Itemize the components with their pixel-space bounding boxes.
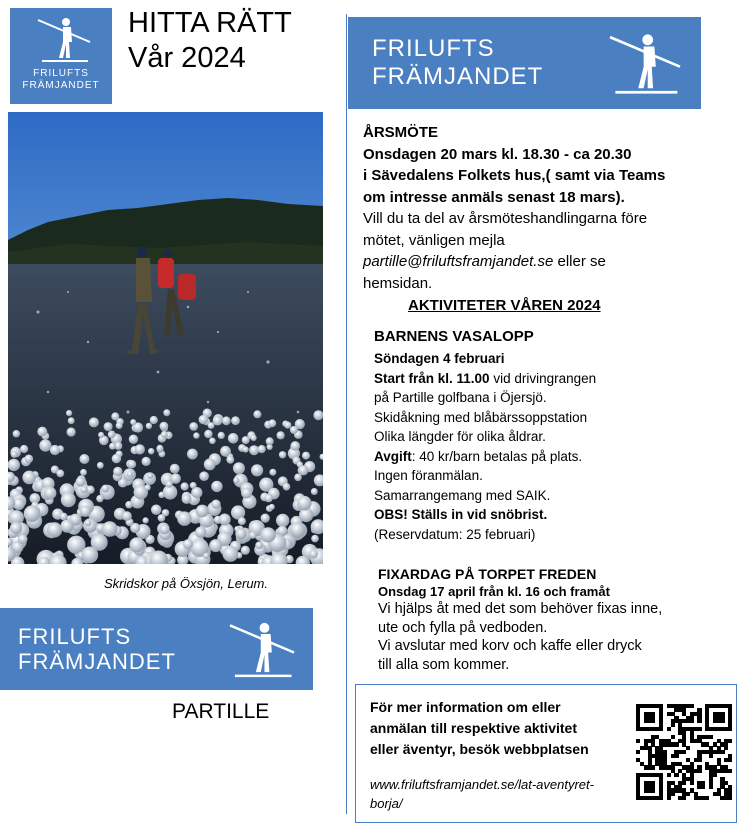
frost-flower [66, 410, 72, 416]
frost-flower [181, 482, 189, 490]
frost-flower [150, 416, 158, 424]
vasalopp-section [374, 349, 596, 544]
arsmote-section [363, 122, 665, 294]
vasalopp-fee-rest: : 40 kr/barn betalas på plats. [411, 448, 583, 464]
frost-flower [22, 471, 36, 485]
vasalopp-line7: Samarrangemang med SAIK. [374, 487, 551, 503]
frost-flower [18, 534, 28, 544]
frost-flower [25, 455, 34, 464]
frost-flower [195, 527, 206, 538]
qr-module [671, 735, 675, 739]
frost-flower [199, 471, 209, 481]
frost-flower [211, 481, 222, 492]
frost-flower [187, 449, 198, 460]
frost-flower [89, 417, 99, 427]
frost-flower [68, 417, 75, 424]
frost-flower [209, 539, 222, 552]
qr-module [651, 765, 655, 769]
frost-flower [39, 439, 51, 451]
frost-flower [111, 412, 119, 420]
frost-flower [109, 443, 116, 450]
frost-flower [265, 494, 273, 502]
frost-flower [196, 505, 209, 518]
logo-large-left [0, 608, 313, 690]
frost-flower [171, 473, 181, 483]
frost-flower [255, 541, 263, 549]
info-url-link[interactable] [370, 775, 594, 813]
qr-module [709, 754, 713, 758]
frost-flower [80, 506, 91, 517]
frost-flower [223, 546, 239, 562]
frost-flower [279, 451, 286, 458]
qr-module [728, 758, 732, 762]
frost-flower [130, 419, 136, 425]
frost-flower [199, 415, 208, 424]
frost-flower [266, 437, 274, 445]
frost-flower [261, 514, 270, 523]
fixardag-line2: ute och fylla på vedboden. [378, 619, 548, 636]
frost-flower [122, 511, 132, 521]
skier-icon [36, 14, 92, 66]
frost-flower [204, 459, 216, 471]
logo-line2: FRÄMJANDET [372, 62, 544, 90]
arsmote-line3: om intresse anmäls senast 18 mars). [363, 188, 625, 206]
frost-flower [163, 409, 170, 416]
qr-module [728, 739, 732, 743]
frost-flower [226, 456, 234, 464]
frost-flower [143, 517, 149, 523]
logo-line2: FRÄMJANDET [22, 79, 100, 91]
arsmote-line4: Vill du ta del av årsmöteshandlingarna före [363, 210, 648, 227]
frost-flower [253, 410, 261, 418]
frost-flower [79, 454, 89, 464]
frost-flower [284, 422, 291, 429]
frost-flower [97, 462, 104, 469]
frost-flower [277, 431, 285, 439]
qr-module [667, 796, 671, 800]
qr-module [636, 739, 640, 743]
frost-flower [290, 522, 305, 537]
frost-flower [129, 435, 138, 444]
qr-module [724, 746, 728, 750]
frost-flower [249, 532, 256, 539]
frost-flower [20, 445, 28, 453]
qr-module [674, 754, 678, 758]
frost-flower [249, 445, 259, 455]
page-title [128, 6, 292, 76]
frost-flower [47, 522, 62, 537]
arsmote-line2: i Sävedalens Folkets hus,( samt via Teams [363, 167, 666, 184]
frost-flower [142, 457, 151, 466]
frost-flower [290, 441, 300, 451]
skier-icon [226, 618, 298, 682]
frost-flower [129, 537, 144, 552]
frost-flower [76, 477, 86, 487]
qr-module [674, 773, 678, 777]
qr-module [690, 704, 694, 708]
frost-flower [220, 446, 231, 457]
frost-flower [61, 520, 74, 533]
skier-icon [606, 29, 684, 99]
frost-flower [156, 445, 163, 452]
vasalopp-obs: OBS! Ställs in vid snöbrist. [374, 507, 548, 522]
fixardag-section [378, 600, 662, 674]
arsmote-line5: mötet, vänligen mejla [363, 231, 505, 249]
frost-flower [145, 484, 151, 490]
frost-flower [231, 416, 240, 425]
vasalopp-date: Söndagen 4 februari [374, 351, 505, 366]
qr-module [705, 796, 709, 800]
frost-flower [80, 486, 87, 493]
vasalopp-fee-bold: Avgift [374, 448, 412, 464]
title-line2: Vår 2024 [128, 42, 246, 74]
vasalopp-line2: på Partille golfbana i Öjersjö. [374, 390, 547, 405]
qr-module [667, 773, 671, 777]
frost-flower [148, 448, 154, 454]
frost-flower [8, 459, 20, 471]
frost-flower [170, 464, 180, 474]
frost-flower [116, 422, 123, 429]
qr-module [709, 735, 713, 739]
frost-flower [60, 513, 68, 521]
frost-flower [190, 482, 197, 489]
info-line3: eller äventyr, besök webbplatsen [370, 741, 589, 757]
photo-caption: Skridskor på Öxsjön, Lerum. [103, 576, 268, 591]
frost-flower [177, 511, 191, 525]
frost-flower [251, 464, 263, 476]
frost-flower [183, 539, 193, 549]
fixardag-line4: till alla som kommer. [378, 656, 510, 673]
info-line2: anmälan till respektive aktivitet [370, 720, 577, 736]
qr-module [636, 750, 640, 754]
frost-flower [80, 469, 87, 476]
frost-flower [10, 522, 22, 534]
frost-flower [222, 416, 231, 425]
logo-line1: FRILUFTS [372, 35, 495, 62]
frost-flower [24, 505, 41, 522]
qr-module [709, 785, 713, 789]
column-divider [346, 14, 347, 814]
fixardag-line1: Vi hjälps åt med det som behöver fixas inne, [378, 601, 663, 617]
vasalopp-line4: Olika längder för olika åldrar. [374, 429, 546, 444]
frost-flower [61, 492, 76, 507]
frost-flower [85, 520, 92, 527]
vasalopp-line6: Ingen föranmälan. [374, 468, 483, 483]
frost-flower [298, 465, 308, 475]
photo-illustration [8, 112, 323, 564]
arsmote-line6 [363, 251, 665, 273]
frost-flower [113, 467, 122, 476]
frost-flower [241, 488, 252, 499]
qr-module [697, 727, 701, 731]
logo-line1: FRILUFTS [33, 68, 89, 79]
qr-module [667, 727, 671, 731]
qr-module [720, 750, 724, 754]
frost-flower [160, 422, 169, 431]
frost-flower [233, 462, 245, 474]
frost-flower [203, 553, 209, 559]
qr-module [682, 750, 686, 754]
qr-module [697, 769, 701, 773]
frost-flower [311, 535, 319, 543]
frost-flower [101, 485, 109, 493]
branch-name: PARTILLE [172, 700, 270, 723]
frost-flower [104, 422, 113, 431]
frost-flower [151, 505, 161, 515]
frost-flower [297, 496, 312, 511]
frost-flower [235, 528, 246, 539]
qr-module [686, 746, 690, 750]
qr-module [682, 781, 686, 785]
qr-module [720, 719, 724, 723]
frost-flower [290, 426, 298, 434]
qr-module [659, 727, 663, 731]
frost-flower [189, 422, 198, 431]
frost-flower [243, 446, 249, 452]
frost-flower [269, 469, 276, 476]
frost-flower [161, 431, 168, 438]
frost-flower [11, 451, 18, 458]
qr-module [728, 796, 732, 800]
arsmote-line6-rest: eller se [553, 253, 606, 270]
vasalopp-start [374, 369, 596, 389]
frost-flower [260, 527, 275, 542]
frost-flower [213, 416, 223, 426]
frost-flower [193, 432, 199, 438]
frost-flower [127, 471, 133, 477]
qr-module [728, 769, 732, 773]
vasalopp-title: BARNENS VASALOPP [374, 328, 534, 345]
logo-large-right [348, 17, 701, 109]
info-text [370, 697, 589, 760]
arsmote-title: ÅRSMÖTE [363, 124, 438, 141]
vasalopp-fee [374, 447, 596, 467]
qr-module [701, 785, 705, 789]
fixardag-title: FIXARDAG PÅ TORPET FREDEN [378, 566, 597, 582]
frost-flower [135, 444, 145, 454]
logo-small [10, 8, 112, 104]
arsmote-line7: hemsidan. [363, 274, 433, 292]
frost-flower [102, 521, 118, 537]
frost-flower [302, 452, 310, 460]
qr-module [682, 796, 686, 800]
frost-flower [242, 436, 250, 444]
frost-flower [258, 445, 266, 453]
frost-flower [67, 427, 76, 436]
info-box [355, 684, 737, 823]
frost-flower [108, 432, 115, 439]
frost-flower [158, 514, 166, 522]
qr-module [671, 792, 675, 796]
fixardag-date: Onsdag 17 april från kl. 16 och framåt [378, 584, 610, 599]
qr-module [651, 788, 655, 792]
frost-flower [44, 487, 57, 500]
ice-skating-photo [8, 112, 323, 564]
frost-flower [13, 430, 20, 437]
qr-module [728, 727, 732, 731]
vasalopp-reserve: (Reservdatum: 25 februari) [374, 526, 536, 542]
frost-flower [98, 432, 104, 438]
frost-flower [311, 488, 318, 495]
title-line1: HITTA RÄTT [128, 7, 292, 39]
qr-module [659, 796, 663, 800]
frost-flower [160, 524, 170, 534]
vasalopp-start-rest: vid drivingrangen [489, 370, 597, 386]
info-url-line2: borja/ [370, 796, 403, 811]
frost-flower [56, 470, 64, 478]
qr-module [651, 719, 655, 723]
qr-module [686, 792, 690, 796]
qr-module [697, 719, 701, 723]
frost-flower [209, 438, 216, 445]
frost-flower [147, 473, 153, 479]
activities-heading: AKTIVITETER VÅREN 2024 [408, 297, 601, 314]
frost-flower [228, 433, 239, 444]
vasalopp-line3: Skidåkning med blåbärssoppstation [374, 409, 588, 425]
logo-line2: FRÄMJANDET [18, 649, 176, 675]
qr-module [674, 742, 678, 746]
frost-flower [251, 435, 257, 441]
frost-flower [96, 495, 103, 502]
frost-flower [204, 430, 212, 438]
frost-flower [309, 550, 318, 559]
frost-flower [81, 547, 98, 564]
frost-flower [313, 410, 323, 420]
frost-flower [241, 546, 250, 555]
frost-flower [218, 432, 225, 439]
frost-flower [37, 427, 47, 437]
frost-flower [276, 514, 289, 527]
frost-flower [211, 500, 220, 509]
qr-module [690, 719, 694, 723]
frost-flower [128, 460, 136, 468]
arsmote-line1: Onsdagen 20 mars kl. 18.30 - ca 20.30 [363, 145, 632, 163]
vasalopp-start-bold: Start från kl. 11.00 [374, 370, 490, 386]
frost-flower [219, 514, 231, 526]
frost-flower [238, 517, 246, 525]
qr-module [697, 758, 701, 762]
frost-flower [269, 504, 275, 510]
frost-flower [125, 501, 132, 508]
qr-module [671, 723, 675, 727]
frost-flower [268, 419, 276, 427]
frost-flower [112, 454, 121, 463]
info-url-line1: www.friluftsframjandet.se/lat-aventyret- [370, 777, 594, 792]
qr-code[interactable] [636, 704, 732, 800]
fixardag-line3: Vi avslutar med korv och kaffe eller dryck [378, 638, 642, 654]
qr-module [690, 781, 694, 785]
frost-flower [283, 483, 291, 491]
frost-flower [233, 477, 239, 483]
logo-line1: FRILUFTS [18, 624, 132, 649]
info-line1: För mer information om eller [370, 699, 561, 715]
frost-flower [146, 423, 152, 429]
qr-module [713, 773, 717, 777]
arsmote-email-link[interactable]: partille@friluftsframjandet.se [363, 253, 554, 270]
frost-flower [182, 494, 192, 504]
